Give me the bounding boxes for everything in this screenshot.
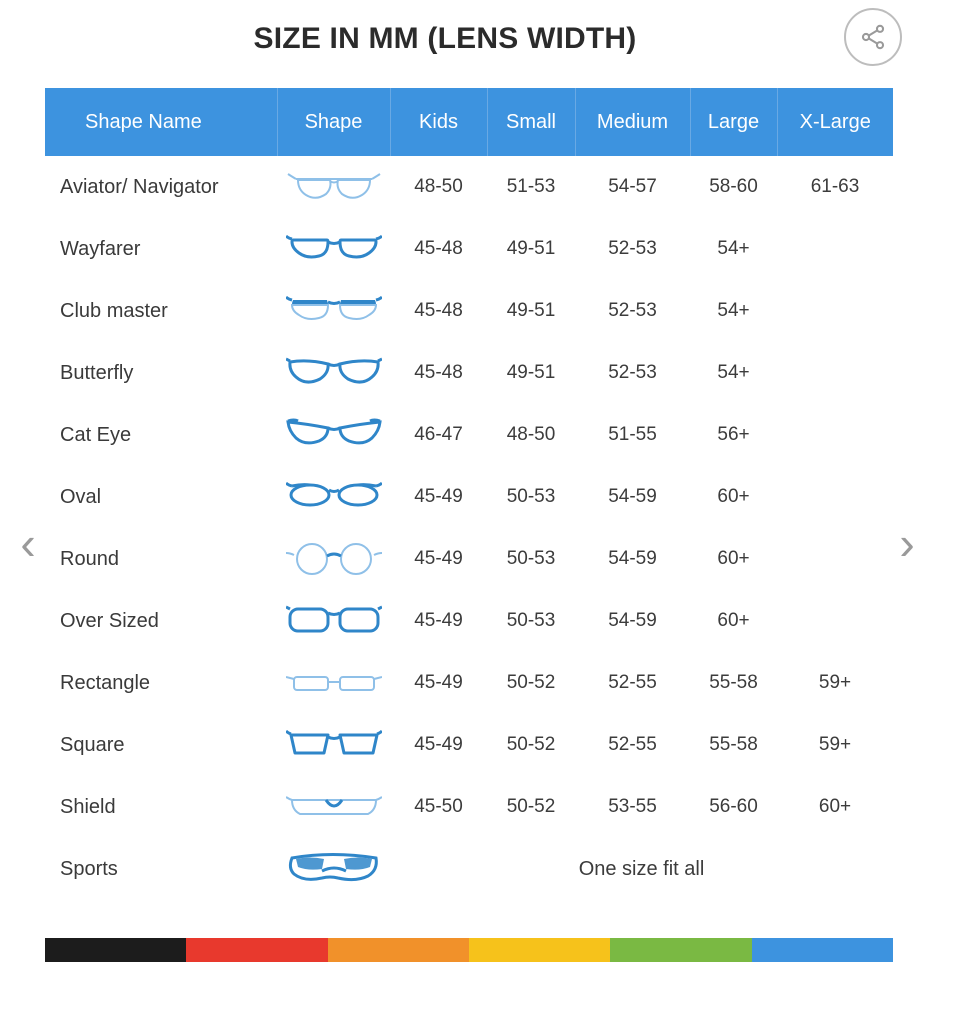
cell-kids: 45-49 xyxy=(390,528,487,590)
cell-kids: 45-49 xyxy=(390,652,487,714)
cell-xlarge: 61-63 xyxy=(777,156,893,218)
cell-shape xyxy=(277,652,390,714)
cell-kids: 45-48 xyxy=(390,280,487,342)
cell-one-size-note: One size fit all xyxy=(390,838,893,900)
cell-small: 50-52 xyxy=(487,776,575,838)
cell-xlarge: 59+ xyxy=(777,652,893,714)
cell-medium: 53-55 xyxy=(575,776,690,838)
cell-small: 50-53 xyxy=(487,466,575,528)
cell-small: 49-51 xyxy=(487,342,575,404)
cell-kids: 48-50 xyxy=(390,156,487,218)
table-row xyxy=(45,714,893,776)
cell-xlarge xyxy=(777,342,893,404)
cell-shape-name: Wayfarer xyxy=(45,218,277,280)
cell-shape xyxy=(277,466,390,528)
table-header xyxy=(45,88,893,156)
cell-kids: 45-49 xyxy=(390,714,487,776)
cell-medium: 52-55 xyxy=(575,714,690,776)
cell-shape-name: Rectangle xyxy=(45,652,277,714)
round-glasses-icon xyxy=(286,539,382,579)
table-row xyxy=(45,280,893,342)
cell-shape-name: Butterfly xyxy=(45,342,277,404)
cell-medium: 54-59 xyxy=(575,528,690,590)
cell-shape xyxy=(277,528,390,590)
cell-small: 51-53 xyxy=(487,156,575,218)
table-row xyxy=(45,156,893,218)
cell-medium: 51-55 xyxy=(575,404,690,466)
shield-glasses-icon xyxy=(286,787,382,827)
cell-xlarge xyxy=(777,218,893,280)
cell-large: 55-58 xyxy=(690,714,777,776)
cell-medium: 52-53 xyxy=(575,280,690,342)
table-row xyxy=(45,776,893,838)
cell-shape xyxy=(277,404,390,466)
table-header-row xyxy=(45,88,893,156)
cell-kids: 45-48 xyxy=(390,218,487,280)
aviator-glasses-icon xyxy=(286,167,382,207)
cell-xlarge xyxy=(777,590,893,652)
cell-xlarge xyxy=(777,466,893,528)
cell-shape xyxy=(277,838,390,900)
clubmaster-glasses-icon xyxy=(286,291,382,331)
table-row xyxy=(45,342,893,404)
page-title: SIZE IN MM (LENS WIDTH) xyxy=(253,22,637,55)
cell-medium: 54-57 xyxy=(575,156,690,218)
cell-medium: 54-59 xyxy=(575,466,690,528)
cell-large: 56+ xyxy=(690,404,777,466)
cell-shape xyxy=(277,776,390,838)
color-bar-segment-yellow xyxy=(469,938,610,962)
cell-xlarge xyxy=(777,280,893,342)
cell-large: 54+ xyxy=(690,218,777,280)
size-table-container xyxy=(45,88,893,900)
color-bar-segment-green xyxy=(610,938,751,962)
cell-shape-name: Sports xyxy=(45,838,277,900)
oval-glasses-icon xyxy=(286,477,382,517)
cell-medium: 52-53 xyxy=(575,342,690,404)
cell-large: 56-60 xyxy=(690,776,777,838)
cell-small: 49-51 xyxy=(487,218,575,280)
cell-kids: 45-49 xyxy=(390,466,487,528)
cell-large: 54+ xyxy=(690,280,777,342)
color-bar-segment-red xyxy=(186,938,327,962)
share-icon xyxy=(859,23,887,51)
cell-shape-name: Shield xyxy=(45,776,277,838)
cell-kids: 45-49 xyxy=(390,590,487,652)
table-row xyxy=(45,590,893,652)
rectangle-glasses-icon xyxy=(286,663,382,703)
cell-kids: 45-50 xyxy=(390,776,487,838)
cell-small: 50-52 xyxy=(487,714,575,776)
cell-large: 60+ xyxy=(690,590,777,652)
cell-large: 55-58 xyxy=(690,652,777,714)
table-row xyxy=(45,652,893,714)
cell-small: 49-51 xyxy=(487,280,575,342)
color-bar-segment-black xyxy=(45,938,186,962)
table-row xyxy=(45,528,893,590)
cell-medium: 52-55 xyxy=(575,652,690,714)
carousel-prev-arrow-icon[interactable]: ‹ xyxy=(20,517,36,569)
cell-large: 60+ xyxy=(690,466,777,528)
cell-shape-name: Aviator/ Navigator xyxy=(45,156,277,218)
cell-small: 50-52 xyxy=(487,652,575,714)
cell-shape-name: Club master xyxy=(45,280,277,342)
cell-small: 48-50 xyxy=(487,404,575,466)
butterfly-glasses-icon xyxy=(286,353,382,393)
cell-shape-name: Oval xyxy=(45,466,277,528)
cell-shape xyxy=(277,280,390,342)
color-bar-segment-blue xyxy=(752,938,893,962)
cell-medium: 52-53 xyxy=(575,218,690,280)
oversized-glasses-icon xyxy=(286,601,382,641)
cell-shape xyxy=(277,218,390,280)
cell-large: 54+ xyxy=(690,342,777,404)
cell-shape-name: Cat Eye xyxy=(45,404,277,466)
cell-small: 50-53 xyxy=(487,590,575,652)
cell-xlarge xyxy=(777,404,893,466)
cell-shape-name: Over Sized xyxy=(45,590,277,652)
header-shape: Shape xyxy=(277,88,390,156)
cell-large: 58-60 xyxy=(690,156,777,218)
header-medium: Medium xyxy=(575,88,690,156)
cell-xlarge: 59+ xyxy=(777,714,893,776)
table-row xyxy=(45,218,893,280)
table-row xyxy=(45,404,893,466)
carousel-next-arrow-icon[interactable]: › xyxy=(899,517,915,569)
cell-kids: 45-48 xyxy=(390,342,487,404)
cell-xlarge xyxy=(777,528,893,590)
color-bar xyxy=(45,938,893,962)
cell-kids: 46-47 xyxy=(390,404,487,466)
share-button[interactable] xyxy=(844,8,902,66)
color-bar-segment-orange xyxy=(328,938,469,962)
cell-small: 50-53 xyxy=(487,528,575,590)
table-body xyxy=(45,156,893,900)
cell-medium: 54-59 xyxy=(575,590,690,652)
cell-large: 60+ xyxy=(690,528,777,590)
wayfarer-glasses-icon xyxy=(286,229,382,269)
header-shape-name: Shape Name xyxy=(45,88,277,156)
table-row xyxy=(45,838,893,900)
cell-shape xyxy=(277,342,390,404)
header-large: Large xyxy=(690,88,777,156)
cell-shape xyxy=(277,590,390,652)
header-small: Small xyxy=(487,88,575,156)
square-glasses-icon xyxy=(286,725,382,765)
cateye-glasses-icon xyxy=(286,415,382,455)
cell-shape xyxy=(277,714,390,776)
size-table xyxy=(45,88,893,900)
header-kids: Kids xyxy=(390,88,487,156)
sports-glasses-icon xyxy=(286,849,382,889)
cell-xlarge: 60+ xyxy=(777,776,893,838)
cell-shape-name: Square xyxy=(45,714,277,776)
table-row xyxy=(45,466,893,528)
header-xlarge: X-Large xyxy=(777,88,893,156)
cell-shape-name: Round xyxy=(45,528,277,590)
cell-shape xyxy=(277,156,390,218)
